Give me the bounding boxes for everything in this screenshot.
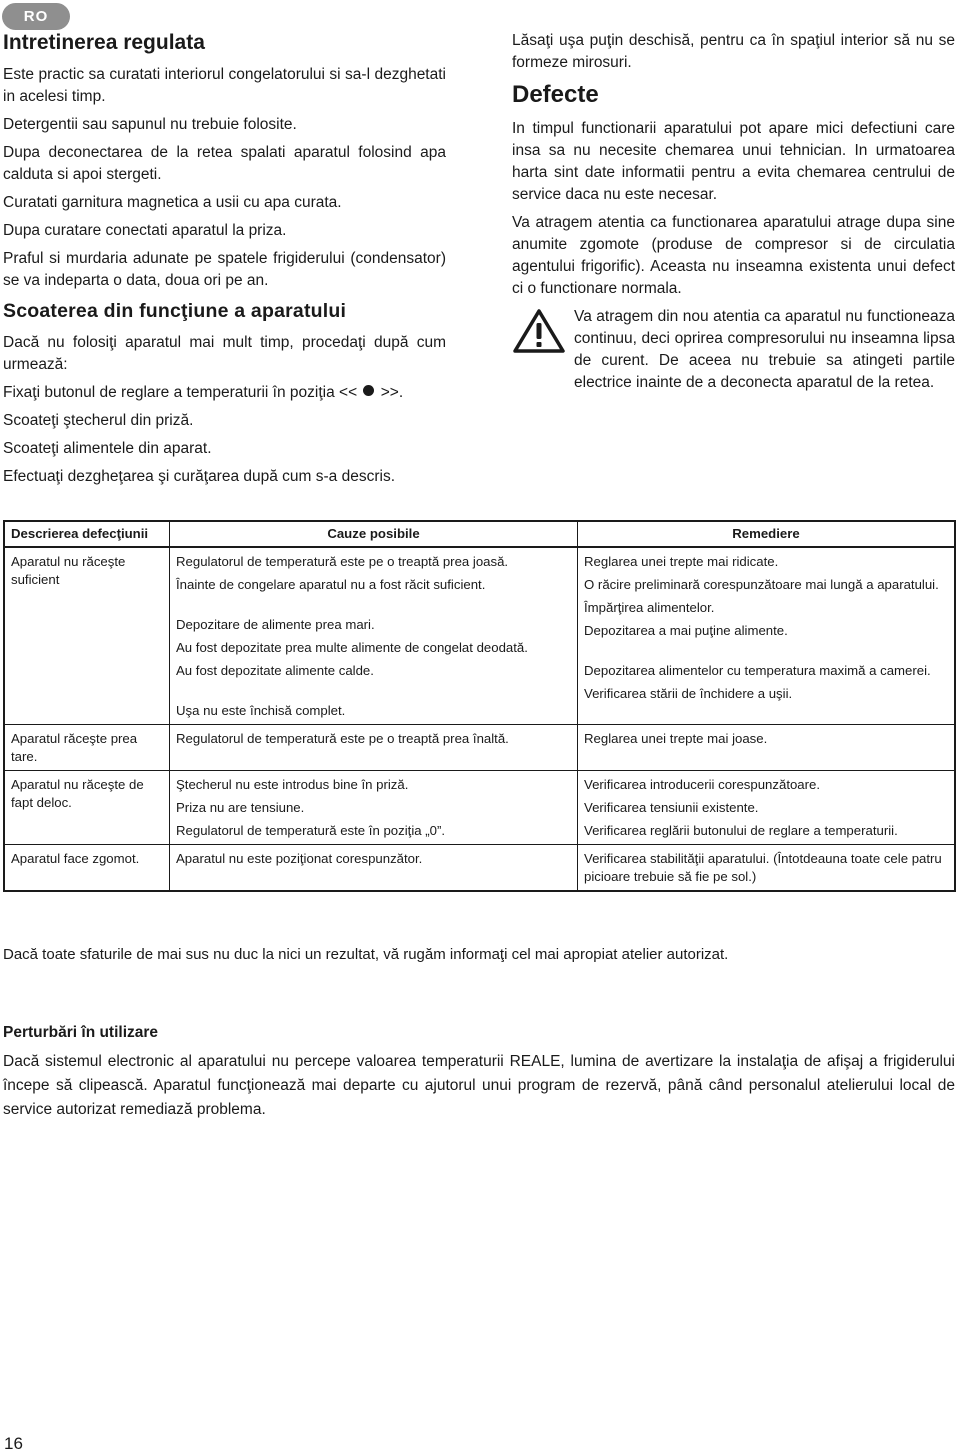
page-number: 16 xyxy=(4,1434,23,1453)
cause-item: Ştecherul nu este introdus bine în priză. xyxy=(176,777,409,792)
remedy-cell xyxy=(578,771,956,845)
maintenance-paragraph: Dupa deconectarea de la retea spalati aparatul folosind apa calduta si apoi stergeti. xyxy=(3,144,446,183)
defects-paragraph: In timpul functionarii aparatului pot apare mici defectiuni care insa sa nu necesite chemarea unui tehnician. In urmatoarea harta sint date informatii pentru a evita chemarea centrului de service daca nu este necesar. xyxy=(512,120,955,203)
cause-item: Regulatorul de temperatură este pe o treaptă prea joasă. xyxy=(176,554,509,569)
table-row xyxy=(4,771,955,845)
cause-cell xyxy=(170,725,578,771)
cause-cell xyxy=(170,771,578,845)
language-badge: RO xyxy=(2,3,70,30)
step-text: Fixaţi butonul de reglare a temperaturii în poziţia << xyxy=(3,384,358,401)
decommission-step: Scoateţi ştecherul din priză. xyxy=(3,412,194,429)
maintenance-paragraph: Praful si murdaria adunate pe spatele frigiderului (condensator) se va indeparta o data, doua ori pe an. xyxy=(3,250,446,289)
fault-text: Aparatul nu răceşte de fapt deloc. xyxy=(11,777,144,810)
fault-text: Aparatul răceşte prea tare. xyxy=(11,731,138,764)
decommission-title: Scoaterea din funcţiune a aparatului xyxy=(3,300,347,322)
decommission-step: Efectuaţi dezgheţarea şi curăţarea după cum s-a descris. xyxy=(3,468,396,485)
decommission-intro: Dacă nu folosiţi aparatul mai mult timp, procedaţi după cum urmează: xyxy=(3,334,446,373)
table-header: Remediere xyxy=(578,521,956,547)
step-text: >>. xyxy=(380,384,404,401)
fault-cell xyxy=(4,771,170,845)
remedy-item: Verificarea stabilităţii aparatului. (Întotdeauna toate cele patru picioare trebuie să fie pe sol.) xyxy=(584,851,942,884)
fault-cell xyxy=(4,725,170,771)
table-row xyxy=(4,725,955,771)
decommission-step xyxy=(3,382,446,404)
remedy-item: O răcire preliminară corespunzătoare mai lungă a aparatului. xyxy=(584,577,939,592)
right-column xyxy=(512,30,955,394)
left-column xyxy=(3,30,446,494)
malfunction-title: Perturbări în utilizare xyxy=(3,1024,159,1041)
cause-item: Depozitare de alimente prea mari. xyxy=(176,617,375,632)
defects-paragraph: Va atragem atentia ca functionarea aparatului atrage dupa sine anumite zgomote (produse de compresor si de circulatia agentului frigorific). Aceasta nu inseamna existenta unui defect ci o functionare normala. xyxy=(512,214,955,297)
table-row xyxy=(4,845,955,892)
maintenance-paragraph: Detergentii sau sapunul nu trebuie folosite. xyxy=(3,116,297,133)
remedy-item: Reglarea unei trepte mai ridicate. xyxy=(584,554,779,569)
remedy-item: Verificarea tensiunii existente. xyxy=(584,800,759,815)
cause-item: Au fost depozitate alimente calde. xyxy=(176,663,374,678)
remedy-item: Depozitarea a mai puţine alimente. xyxy=(584,623,788,638)
table-row xyxy=(4,547,955,725)
cause-item: Priza nu are tensiune. xyxy=(176,800,305,815)
cause-item: Regulatorul de temperatură este în poziţia „0”. xyxy=(176,823,446,838)
bullet-dot-icon xyxy=(363,385,374,396)
cause-cell xyxy=(170,547,578,725)
remedy-item: Reglarea unei trepte mai joase. xyxy=(584,731,768,746)
fault-text: Aparatul nu răceşte suficient xyxy=(11,554,126,587)
remedy-item: Verificarea stării de închidere a uşii. xyxy=(584,686,793,701)
cause-item: Înainte de congelare aparatul nu a fost răcit suficient. xyxy=(176,577,486,592)
troubleshooting-table xyxy=(3,520,956,892)
service-footnote: Dacă toate sfaturile de mai sus nu duc la nici un rezultat, vă rugăm informaţi cel mai apropiat atelier autorizat. xyxy=(3,946,729,963)
remedy-cell xyxy=(578,845,956,892)
table-header: Descrierea defecţiunii xyxy=(4,521,170,547)
door-advice: Lăsaţi uşa puţin deschisă, pentru ca în spaţiul interior să nu se formeze mirosuri. xyxy=(512,32,955,71)
fault-text: Aparatul face zgomot. xyxy=(11,851,140,866)
warning-triangle-icon xyxy=(512,308,566,354)
cause-cell xyxy=(170,845,578,892)
remedy-cell xyxy=(578,547,956,725)
fault-cell xyxy=(4,845,170,892)
remedy-item: Verificarea introducerii corespunzătoare. xyxy=(584,777,821,792)
maintenance-paragraph: Este practic sa curatati interiorul congelatorului si sa-l dezghetati in acelesi timp. xyxy=(3,66,446,105)
cause-item: Au fost depozitate prea multe alimente de congelat deodată. xyxy=(176,640,528,655)
table-header: Cauze posibile xyxy=(170,521,578,547)
remedy-item: Verificarea reglării butonului de reglare a temperaturii. xyxy=(584,823,898,838)
warning-note xyxy=(512,306,955,394)
remedy-item: Depozitarea alimentelor cu temperatura maximă a camerei. xyxy=(584,663,931,678)
cause-item: Aparatul nu este poziţionat corespunzător. xyxy=(176,851,423,866)
malfunction-body: Dacă sistemul electronic al aparatului nu percepe valoarea temperaturii REALE, lumina de avertizare la instalaţia de afişaj a frigiderului începe să clipească. Aparatul funcţionează mai departe cu ajutorul unui program de rezervă, până când personalul atelierului local de service autorizat remediază problema. xyxy=(3,1053,955,1118)
maintenance-paragraph: Curatati garnitura magnetica a usii cu apa curata. xyxy=(3,194,342,211)
remedy-cell xyxy=(578,725,956,771)
warning-text: Va atragem din nou atentia ca aparatul nu functioneaza continuu, deci oprirea compresorului nu inseamna lipsa de curent. De aceea nu trebuie sa atingeti partile electrice inainte de a deconecta aparatul de la retea. xyxy=(574,308,955,391)
maintenance-title: Intretinerea regulata xyxy=(3,31,205,54)
fault-cell xyxy=(4,547,170,725)
maintenance-paragraph: Dupa curatare conectati aparatul la priza. xyxy=(3,222,287,239)
remedy-item: Împărţirea alimentelor. xyxy=(584,600,715,615)
defects-title: Defecte xyxy=(512,81,599,108)
cause-item: Regulatorul de temperatură este pe o treaptă prea înaltă. xyxy=(176,731,509,746)
cause-item: Uşa nu este închisă complet. xyxy=(176,703,346,718)
decommission-step: Scoateţi alimentele din aparat. xyxy=(3,440,212,457)
